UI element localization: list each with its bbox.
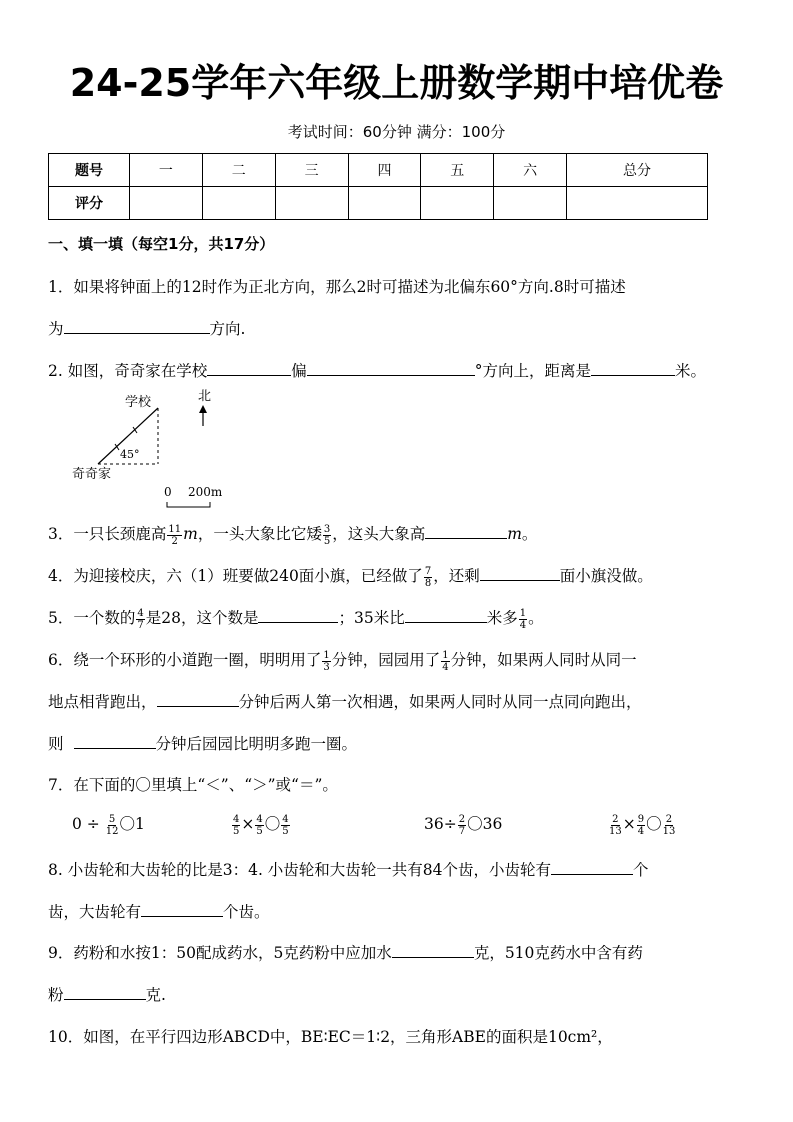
header-cell: 一 <box>130 154 203 187</box>
answer-blank[interactable] <box>64 332 210 334</box>
answer-blank[interactable] <box>141 915 223 917</box>
text: 克. <box>145 986 166 1004</box>
fraction: $\frac{1}{3}$ <box>323 649 330 673</box>
header-cell: 六 <box>494 154 567 187</box>
fraction: $\frac{1}{4}$ <box>442 649 449 673</box>
answer-blank[interactable] <box>480 579 560 581</box>
question-6-line-1 <box>48 648 637 673</box>
text: 6．绕一个环形的小道跑一圈，明明用了 <box>48 651 322 669</box>
north-arrow-head <box>199 405 207 413</box>
unit: m <box>507 525 522 543</box>
score-cell[interactable] <box>567 187 708 220</box>
question-8-line-2 <box>48 900 270 922</box>
header-cell: 二 <box>202 154 275 187</box>
comparison-4: $\frac{2}{13}$ × $\frac{9}{4}$ 〇 $\frac{2}{13}$ <box>609 813 676 837</box>
answer-blank[interactable] <box>392 956 474 958</box>
comparison-2: $\frac{4}{5}$ × $\frac{4}{5}$ 〇 $\frac{4}{5}$ <box>233 813 289 837</box>
north-label: 北 <box>198 389 212 404</box>
text: ，还剩 <box>433 567 480 585</box>
answer-blank[interactable] <box>425 537 507 539</box>
text: 个齿。 <box>223 903 270 921</box>
score-cell[interactable] <box>421 187 494 220</box>
scale-bar <box>167 502 210 507</box>
unit: m <box>183 525 198 543</box>
text: 5．一个数的 <box>48 609 136 627</box>
text: 9．药粉和水按1：50配成药水，5克药粉中应加水 <box>48 944 392 962</box>
section-heading: 一、填一填（每空1分，共17分） <box>48 235 275 253</box>
text: °方向上，距离是 <box>474 362 591 380</box>
fraction: $\frac{7}{8}$ <box>424 565 432 589</box>
text: 分钟后园园比明明多跑一圈。 <box>155 735 358 753</box>
text: 4．为迎接校庆，六（1）班要做240面小旗，已经做了 <box>48 567 423 585</box>
question-10: 10．如图，在平行四边形ABCD中，BE∶EC＝1∶2，三角形ABE的面积是10cm²， <box>48 1028 613 1046</box>
answer-blank[interactable] <box>551 873 633 875</box>
score-table <box>48 153 708 220</box>
fraction: $\frac{1}{4}$ <box>519 607 527 631</box>
text: 偏 <box>291 362 307 380</box>
text: 3．一只长颈鹿高 <box>48 525 167 543</box>
text: 分钟，园园用了 <box>331 651 441 669</box>
score-table-header-row <box>49 154 708 187</box>
answer-blank[interactable] <box>64 998 146 1000</box>
answer-blank[interactable] <box>74 747 156 749</box>
question-9-line-2 <box>48 983 166 1005</box>
home-label: 奇奇家 <box>72 467 112 482</box>
text: 个 <box>633 861 649 879</box>
question-1-line-1: 1．如果将钟面上的12时作为正北方向，那么2时可描述为北偏东60°方向.8时可描述 <box>48 278 626 296</box>
score-cell[interactable] <box>130 187 203 220</box>
question-7: 7．在下面的〇里填上“＜”、“＞”或“＝”。 <box>48 776 338 794</box>
score-cell[interactable] <box>348 187 421 220</box>
text: 。 <box>528 609 544 627</box>
text: 克，510克药水中含有药 <box>473 944 643 962</box>
text: 地点相背跑出， <box>48 693 157 711</box>
scale-zero: 0 <box>164 485 172 499</box>
answer-blank[interactable] <box>258 621 338 623</box>
question-9-line-1 <box>48 941 643 963</box>
text: 分钟，如果两人同时从同一 <box>450 651 637 669</box>
text: 齿，大齿轮有 <box>48 903 142 921</box>
header-cell: 题号 <box>49 154 130 187</box>
header-cell: 总分 <box>567 154 708 187</box>
header-cell: 四 <box>348 154 421 187</box>
fraction: $\frac{4}{7}$ <box>137 607 144 631</box>
question-6-line-3 <box>48 732 357 754</box>
page-title: 24-25学年六年级上册数学期中培优卷 <box>69 61 724 105</box>
text: 米多 <box>486 609 518 627</box>
fraction: $\frac{11}{2}$ <box>168 523 182 547</box>
text: 方向. <box>209 320 246 338</box>
answer-blank[interactable] <box>405 621 487 623</box>
school-label: 学校 <box>125 395 152 410</box>
answer-blank[interactable] <box>157 705 239 707</box>
comparison-1: 0 ÷ $\frac{5}{12}$ 〇1 <box>72 813 145 837</box>
text: 2. 如图，奇奇家在学校 <box>48 362 208 380</box>
text: 是28，这个数是 <box>145 609 259 627</box>
text: ，一头大象比它矮 <box>197 525 322 543</box>
scale-200: 200m <box>188 485 223 499</box>
score-cell[interactable] <box>202 187 275 220</box>
text: ；35米比 <box>338 609 405 627</box>
text: 8. 小齿轮和大齿轮的比是3：4. 小齿轮和大齿轮一共有84个齿，小齿轮有 <box>48 861 552 879</box>
text: 米。 <box>675 362 707 380</box>
exam-info: 考试时间：60分钟 满分：100分 <box>287 123 506 141</box>
comparison-3: 36÷ $\frac{2}{7}$ 〇36 <box>424 813 503 837</box>
question-5 <box>48 606 544 631</box>
question-8-line-1 <box>48 858 649 880</box>
answer-blank[interactable] <box>591 374 675 376</box>
score-cell[interactable] <box>275 187 348 220</box>
fraction: $\frac{3}{5}$ <box>323 523 331 547</box>
row-label: 评分 <box>49 187 130 220</box>
direction-figure <box>70 386 230 511</box>
text: 分钟后两人第一次相遇，如果两人同时从同一点同向跑出， <box>238 693 642 711</box>
text: 则 <box>48 735 64 753</box>
answer-blank[interactable] <box>207 374 291 376</box>
header-cell: 三 <box>275 154 348 187</box>
score-cell[interactable] <box>494 187 567 220</box>
text: 面小旗没做。 <box>559 567 653 585</box>
text: 。 <box>521 525 538 543</box>
question-3 <box>48 522 537 547</box>
text: 粉 <box>48 986 64 1004</box>
score-table-score-row <box>49 187 708 220</box>
text: 为 <box>48 320 64 338</box>
question-1-line-2 <box>48 317 245 339</box>
angle-label: 45° <box>120 448 140 461</box>
answer-blank[interactable] <box>307 374 475 376</box>
text: ，这头大象高 <box>332 525 426 543</box>
question-6-line-2 <box>48 690 642 712</box>
question-2 <box>48 359 706 381</box>
header-cell: 五 <box>421 154 494 187</box>
question-4 <box>48 564 653 589</box>
